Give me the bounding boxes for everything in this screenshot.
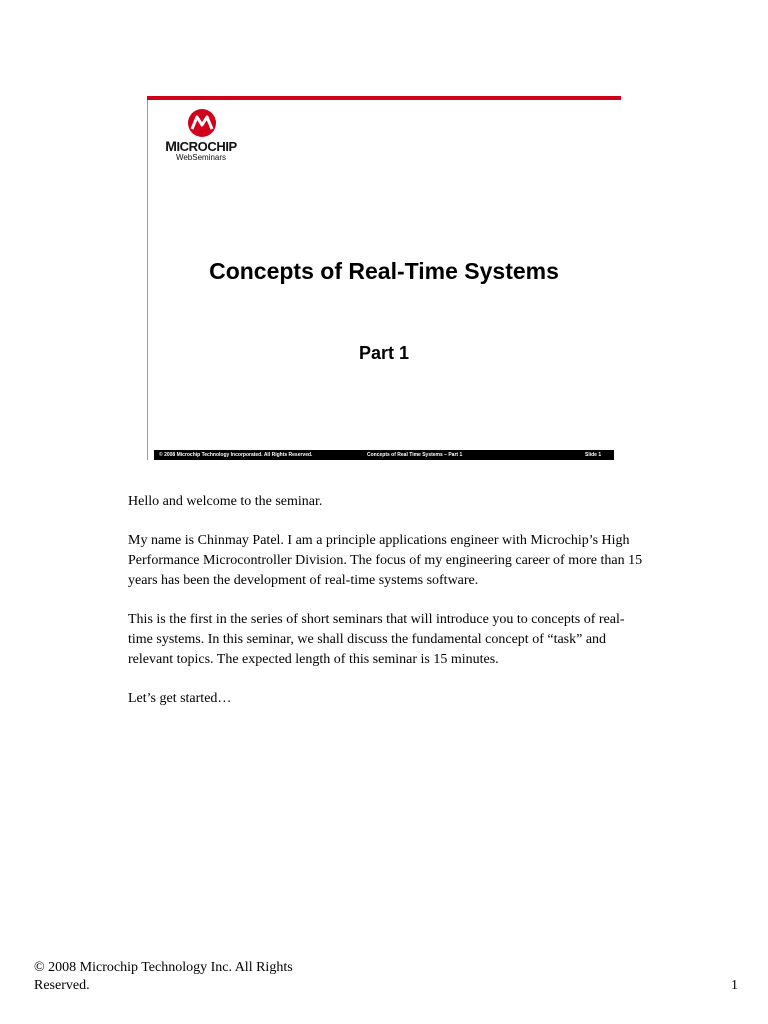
slide-title: Concepts of Real-Time Systems bbox=[209, 258, 559, 284]
slide-subtitle: Part 1 bbox=[358, 343, 410, 363]
logo-tagline: WebSeminars bbox=[175, 153, 227, 162]
slide-footer-title: Concepts of Real Time Systems – Part 1 bbox=[367, 452, 463, 458]
notes-paragraph-overview: This is the first in the series of short seminars that will introduce you to concepts of real-time systems. In this seminar, we shall discuss the fundamental concept of “task” and relevant topics. The expected length of this seminar is 15 minutes. bbox=[128, 612, 625, 667]
page-number: 1 bbox=[731, 978, 738, 993]
slide-footer-bar bbox=[154, 450, 614, 460]
page-footer-copyright-line2: Reserved. bbox=[34, 978, 90, 993]
notes-paragraph-greeting: Hello and welcome to the seminar. bbox=[128, 494, 323, 509]
logo-brand-text: MICROCHIP bbox=[165, 138, 237, 154]
notes-paragraph-introduction: My name is Chinmay Patel. I am a principle applications engineer with Microchip’s High Performance Microcontroller Division. The focus of my engineering career of more than 15 years has been the development of real-time systems software. bbox=[128, 533, 643, 588]
microchip-logo bbox=[161, 108, 271, 160]
slide-thumbnail bbox=[147, 96, 621, 462]
notes-paragraph-start: Let’s get started… bbox=[128, 691, 232, 706]
slide-footer-copyright: © 2008 Microchip Technology Incorporated. All Rights Reserved. bbox=[159, 452, 313, 458]
page-footer-copyright-line1: © 2008 Microchip Technology Inc. All Rights bbox=[34, 960, 293, 975]
slide-footer-number: Slide 1 bbox=[585, 452, 602, 458]
slide-top-accent-bar bbox=[147, 96, 621, 100]
microchip-logo-icon bbox=[187, 108, 217, 138]
speaker-notes bbox=[128, 492, 643, 728]
page-footer-copyright bbox=[34, 959, 334, 995]
